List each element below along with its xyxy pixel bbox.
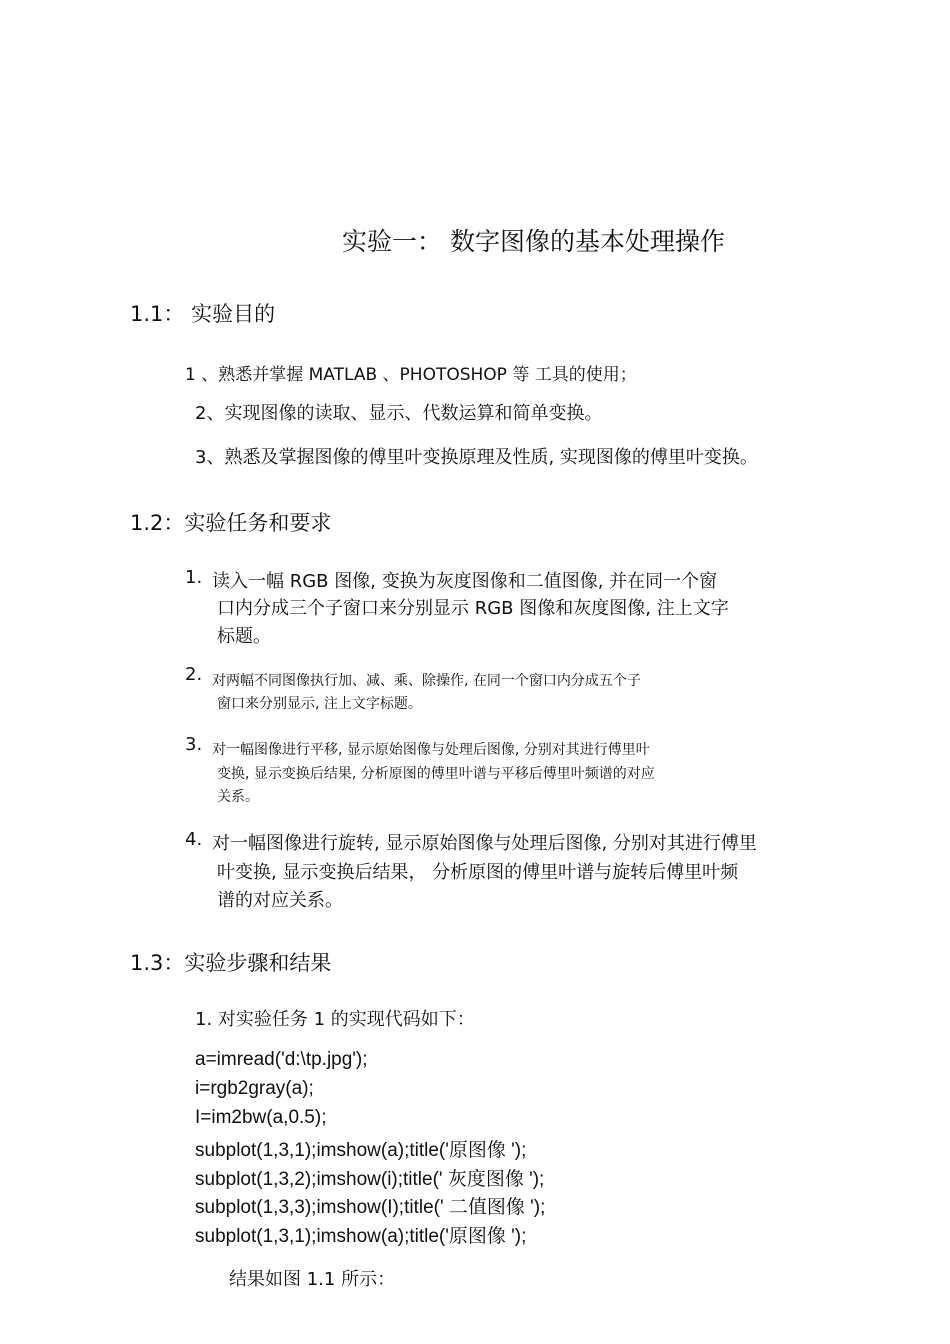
objective-item: 1 、熟悉并掌握 MATLAB 、PHOTOSHOP 等 工具的使用；: [185, 365, 637, 385]
section-heading-steps: 1.3：实验步骤和结果: [130, 951, 332, 975]
result-caption: 结果如图 1.1 所示：: [229, 1269, 396, 1290]
task-line: 标题。: [217, 626, 271, 647]
objective-item: 3、熟悉及掌握图像的傅里叶变换原理及性质, 实现图像的傅里叶变换。: [195, 447, 758, 468]
task-number: 2.: [185, 664, 203, 685]
task-line: 叶变换, 显示变换后结果， 分析原图的傅里叶谱与旋转后傅里叶频: [217, 862, 739, 883]
task-line: 关系。: [217, 789, 259, 805]
task-line: 对一幅图像进行旋转, 显示原始图像与处理后图像, 分别对其进行傅里: [212, 833, 757, 854]
task-line: 变换, 显示变换后结果, 分析原图的傅里叶谱与平移后傅里叶频谱的对应: [217, 766, 655, 782]
task-number: 1.: [185, 567, 203, 588]
task-line: 口内分成三个子窗口来分别显示 RGB 图像和灰度图像, 注上文字: [217, 598, 729, 619]
task-line: 对一幅图像进行平移, 显示原始图像与处理后图像, 分别对其进行傅里叶: [212, 742, 650, 758]
code-line: I=im2bw(a,0.5);: [195, 1107, 327, 1128]
objective-item: 2、实现图像的读取、显示、代数运算和简单变换。: [195, 403, 603, 424]
code-line: subplot(1,3,2);imshow(i);title(' 灰度图像 ');: [195, 1169, 545, 1190]
task-number: 3.: [185, 734, 203, 755]
document-title: 实验一： 数字图像的基本处理操作: [342, 227, 725, 256]
code-line: subplot(1,3,3);imshow(I);title(' 二值图像 ');: [195, 1197, 546, 1218]
code-line: subplot(1,3,1);imshow(a);title('原图像 ');: [195, 1140, 527, 1161]
section-heading-tasks: 1.2：实验任务和要求: [130, 511, 332, 535]
task-line: 窗口来分别显示, 注上文字标题。: [217, 696, 422, 712]
task-line: 读入一幅 RGB 图像, 变换为灰度图像和二值图像, 并在同一个窗: [212, 571, 718, 592]
steps-intro: 1. 对实验任务 1 的实现代码如下：: [195, 1009, 475, 1030]
task-line: 谱的对应关系。: [217, 890, 343, 911]
code-line: i=rgb2gray(a);: [195, 1078, 314, 1099]
code-line: a=imread('d:\tp.jpg');: [195, 1049, 368, 1070]
code-line: subplot(1,3,1);imshow(a);title('原图像 ');: [195, 1226, 527, 1247]
section-heading-objectives: 1.1： 实验目的: [130, 302, 276, 326]
task-number: 4.: [185, 829, 203, 850]
task-line: 对两幅不同图像执行加、减、乘、除操作, 在同一个窗口内分成五个子: [212, 673, 641, 689]
